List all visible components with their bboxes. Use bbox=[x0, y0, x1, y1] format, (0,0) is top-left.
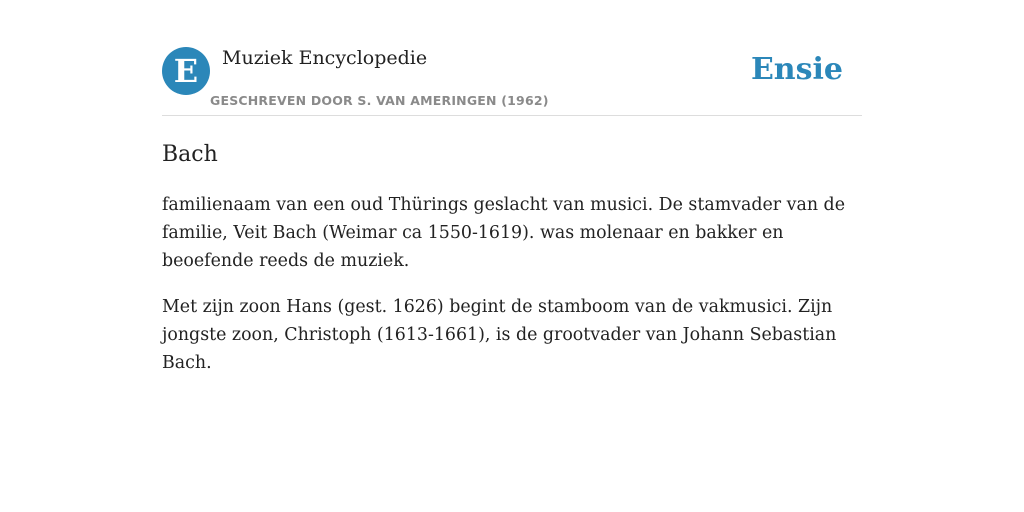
brand-logo[interactable]: Ensie bbox=[750, 52, 843, 87]
ensie-logo-icon[interactable]: E bbox=[162, 47, 210, 95]
entry-paragraph: Met zijn zoon Hans (gest. 1626) begint de stamboom van de vakmusici. Zijn jongste zoon, Christoph (1613-1661), is de grootvader van Johann Sebastian Bach. bbox=[162, 297, 837, 373]
page bbox=[162, 0, 862, 377]
entry-body bbox=[162, 191, 862, 377]
book-title[interactable]: Muziek Encyclopedie bbox=[222, 47, 428, 69]
entry-title: Bach bbox=[162, 142, 218, 167]
entry-paragraph: familienaam van een oud Thürings geslacht van musici. De stamvader van de familie, Veit Bach (Weimar ca 1550-1619). was molenaar en bakker en beoefende reeds de muziek. bbox=[162, 195, 845, 271]
header bbox=[162, 46, 862, 116]
author-byline: GESCHREVEN DOOR S. VAN AMERINGEN (1962) bbox=[210, 93, 549, 108]
